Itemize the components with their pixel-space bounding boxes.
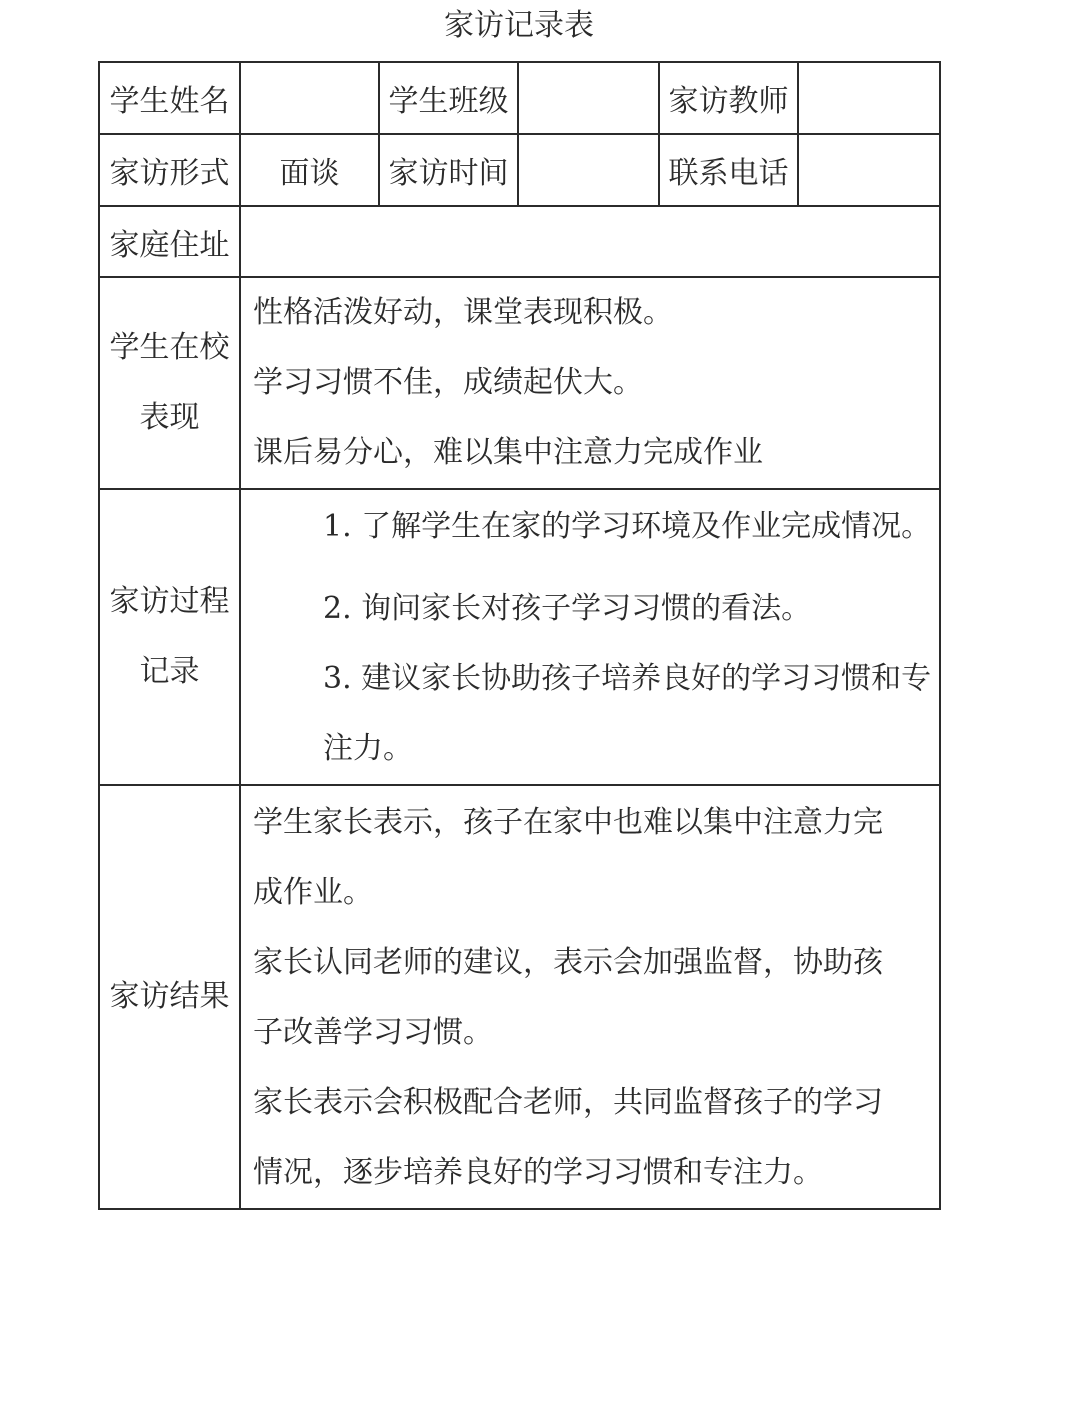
school-performance-field[interactable] bbox=[240, 277, 940, 489]
table-row bbox=[99, 489, 940, 785]
school-performance-line: 性格活泼好动，课堂表现积极。 bbox=[253, 295, 673, 330]
table-row bbox=[99, 134, 940, 206]
home-visit-form-table bbox=[98, 61, 941, 1210]
student-name-label: 学生姓名 bbox=[99, 62, 240, 134]
visit-process-item: 3. 建议家长协助孩子培养良好的学习习惯和专注力。 bbox=[323, 661, 932, 766]
visit-form-label: 家访形式 bbox=[99, 134, 240, 206]
visit-result-paragraph: 家长认同老师的建议，表示会加强监督，协助孩子改善学习习惯。 bbox=[253, 945, 883, 1050]
table-row bbox=[99, 62, 940, 134]
table-row bbox=[99, 277, 940, 489]
visit-process-item: 1. 了解学生在家的学习环境及作业完成情况。 bbox=[323, 509, 932, 544]
visit-time-label: 家访时间 bbox=[379, 134, 518, 206]
student-class-label: 学生班级 bbox=[379, 62, 518, 134]
school-performance-label-line1: 学生在校 bbox=[109, 330, 230, 365]
visit-time-field[interactable] bbox=[518, 134, 659, 206]
table-row bbox=[99, 785, 940, 1209]
visit-process-label-line1: 家访过程 bbox=[109, 584, 230, 619]
home-address-field[interactable] bbox=[240, 206, 940, 277]
visit-result-paragraph: 学生家长表示，孩子在家中也难以集中注意力完成作业。 bbox=[253, 805, 883, 910]
school-performance-line: 课后易分心，难以集中注意力完成作业 bbox=[253, 435, 763, 470]
school-performance-label bbox=[99, 277, 240, 489]
visit-result-label: 家访结果 bbox=[99, 785, 240, 1209]
student-class-field[interactable] bbox=[518, 62, 659, 134]
school-performance-label-line2: 表现 bbox=[139, 400, 200, 435]
visit-result-paragraph: 家长表示会积极配合老师，共同监督孩子的学习情况，逐步培养良好的学习习惯和专注力。 bbox=[253, 1085, 883, 1190]
home-address-label: 家庭住址 bbox=[99, 206, 240, 277]
visit-process-item: 2. 询问家长对孩子学习习惯的看法。 bbox=[323, 591, 812, 626]
visiting-teacher-field[interactable] bbox=[798, 62, 940, 134]
contact-phone-field[interactable] bbox=[798, 134, 940, 206]
visit-result-field[interactable] bbox=[240, 785, 940, 1209]
visit-form-field[interactable]: 面谈 bbox=[240, 134, 379, 206]
visit-process-label-line2: 记录 bbox=[139, 654, 200, 689]
school-performance-line: 学习习惯不佳，成绩起伏大。 bbox=[253, 365, 643, 400]
visit-process-label bbox=[99, 489, 240, 785]
contact-phone-label: 联系电话 bbox=[659, 134, 798, 206]
visiting-teacher-label: 家访教师 bbox=[659, 62, 798, 134]
student-name-field[interactable] bbox=[240, 62, 379, 134]
table-row bbox=[99, 206, 940, 277]
visit-process-field[interactable] bbox=[240, 489, 940, 785]
document-title: 家访记录表 bbox=[444, 8, 594, 43]
